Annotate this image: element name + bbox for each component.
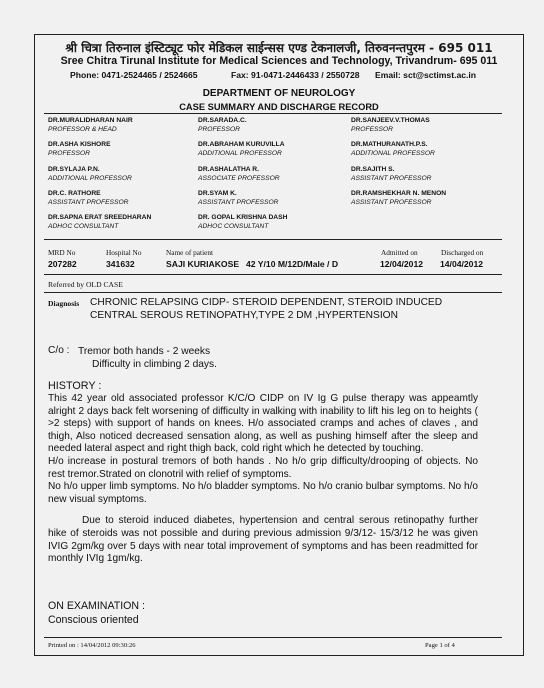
printed-on: Printed on : 14/04/2012 09:30:26 [48, 642, 136, 649]
doctor-entry: DR.MURALIDHARAN NAIR PROFESSOR & HEAD [48, 117, 133, 133]
divider [44, 292, 502, 293]
diagnosis-line: CENTRAL SEROUS RETINOPATHY,TYPE 2 DM ,HYPERTENSION [90, 310, 398, 321]
phone-text: Phone: 0471-2524465 / 2524665 [70, 70, 198, 80]
doctor-entry: DR.ABRAHAM KURUVILLA ADDITIONAL PROFESSOR [198, 141, 285, 157]
divider [44, 113, 502, 114]
admitted-label: Admitted on [381, 248, 418, 257]
history-paragraph: This 42 year old associated professor K/C/O CIDP on IV Ig G pulse therapy was appeamtly alright 2 days back felt worsening of difficulty in walking with inability to lift his leg on to heights ( >2 steps) with support of hands on knees. H/o associated cramps and aches of claves , and thigh, Also noticed decreased sensation along, as well as pushing himself after the sleep and needed lateral aspect and right thigh back, cold right which he detected by touching. [48, 393, 478, 455]
examination-text: Conscious oriented [48, 614, 139, 626]
doctor-entry: DR.SARADA.C. PROFESSOR [198, 117, 247, 133]
department-title: DEPARTMENT OF NEUROLOGY [202, 88, 356, 99]
history-paragraph: Due to steroid induced diabetes, hypertension and central serous retinopathy further hike of steroids was not possible and during previous admission 9/3/12- 15/3/12 he was given IVIG 2gm/kg over 5 days with near total improvement of symptoms and has been readmitted for monthly IVIg 1gm/kg. [48, 515, 478, 565]
hospital-no-label: Hospital No [106, 248, 142, 257]
history-heading: HISTORY : [48, 380, 102, 392]
institute-name: Sree Chitra Tirunal Institute for Medical Sciences and Technology, Trivandrum- 695 011 [60, 55, 498, 67]
discharged-label: Discharged on [441, 248, 484, 257]
doctor-entry: DR.ASHA KISHORE PROFESSOR [48, 141, 111, 157]
complaint-line: Tremor both hands - 2 weeks [78, 346, 211, 357]
document-title: CASE SUMMARY AND DISCHARGE RECORD [179, 102, 379, 112]
doctor-entry: DR.MATHURANATH.P.S. ADDITIONAL PROFESSOR [351, 141, 435, 157]
mrd-number: 207282 [48, 259, 77, 269]
complaint-line: Difficulty in climbing 2 days. [92, 359, 217, 370]
patient-details: 42 Y/10 M/12D/Male / D [246, 259, 339, 269]
hospital-number: 341632 [106, 259, 135, 269]
page-number: Page 1 of 4 [425, 642, 455, 649]
patient-name-label: Name of patient [166, 248, 214, 257]
diagnosis-line: CHRONIC RELAPSING CIDP- STEROID DEPENDENT, STEROID INDUCED [90, 297, 443, 308]
examination-heading: ON EXAMINATION : [48, 600, 145, 612]
doctor-entry: DR.SYLAJA P.N. ADDITIONAL PROFESSOR [48, 166, 132, 182]
referred-by: Referred by OLD CASE [48, 280, 123, 289]
doctor-entry: DR. GOPAL KRISHNA DASH ADHOC CONSULTANT [198, 214, 288, 230]
discharged-date: 14/04/2012 [440, 259, 484, 269]
complaints-text [78, 345, 217, 371]
patient-name: SAJI KURIAKOSE [166, 259, 240, 269]
doctor-entry: DR.SYAM K. ASSISTANT PROFESSOR [198, 190, 279, 206]
doctor-entry: DR.ASHALATHA R. ASSOCIATE PROFESSOR [198, 166, 280, 182]
history-paragraph: No h/o upper limb symptoms. No h/o bladder symptoms. No h/o cranio bulbar symptoms. No h/o new visual symptoms. [48, 481, 478, 505]
diagnosis-label: Diagnosis [48, 299, 80, 308]
divider [44, 239, 502, 240]
doctor-entry: DR.RAMSHEKHAR N. MENON ASSISTANT PROFESSOR [351, 190, 447, 206]
doctor-entry: DR.SAJITH S. ASSISTANT PROFESSOR [351, 166, 432, 182]
doctor-entry: DR.SANJEEV.V.THOMAS PROFESSOR [351, 117, 430, 133]
diagnosis-text [90, 296, 442, 322]
history-paragraph: H/o increase in postural tremors of both hands . No h/o grip difficulty/drooping of objects. No rest tremor.Strated on clonotril with relief of symptoms. [48, 455, 478, 480]
admitted-date: 12/04/2012 [380, 259, 424, 269]
divider [44, 637, 502, 638]
complaints-label: C/o : [48, 345, 70, 356]
history-text [48, 393, 478, 566]
email-text: Email: sct@sctimst.ac.in [375, 70, 477, 80]
doctor-entry: DR.SAPNA ERAT SREEDHARAN ADHOC CONSULTANT [48, 214, 152, 230]
fax-text: Fax: 91-0471-2446433 / 2550728 [231, 70, 360, 80]
doctor-entry: DR.C. RATHORE ASSISTANT PROFESSOR [48, 190, 129, 206]
hindi-title: श्री चित्रा तिरुनाल इंस्टिट्यूट फोर मेडिकल साईन्सस एण्ड टेकनालजी, तिरुवनन्तपुरम - 695 011 [65, 41, 493, 55]
mrd-label: MRD No [48, 248, 76, 257]
divider [44, 274, 502, 275]
